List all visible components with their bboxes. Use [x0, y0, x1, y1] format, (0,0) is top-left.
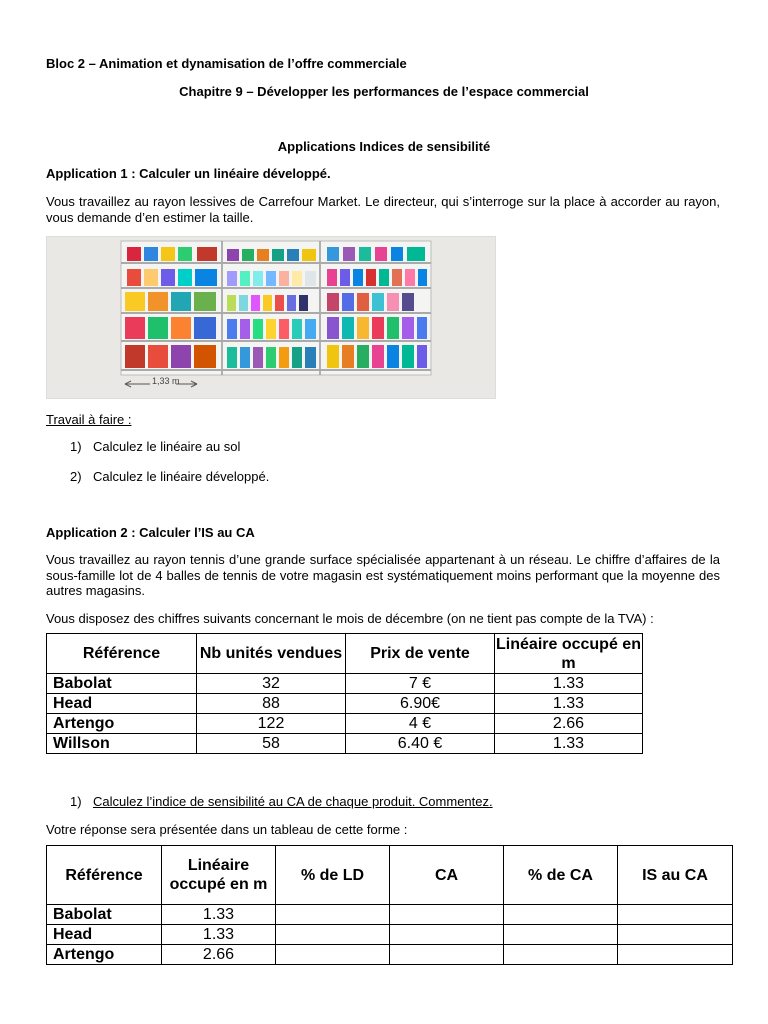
task-text: Calculez le linéaire développé. — [93, 469, 270, 484]
task-number: 1) — [70, 439, 82, 454]
column-header: Prix de vente — [346, 634, 495, 674]
table-cell: 1.33 — [162, 905, 276, 925]
sales-data-table — [46, 633, 643, 754]
table-header-row — [47, 634, 643, 674]
table-cell: 1.33 — [495, 734, 643, 754]
shelf-width-label: 1,33 m — [152, 376, 180, 386]
table-row — [47, 674, 643, 694]
empty-cell — [504, 905, 618, 925]
empty-cell — [504, 945, 618, 965]
column-header: IS au CA — [618, 846, 733, 905]
empty-cell — [618, 945, 733, 965]
app2-title: Application 2 : Calculer l’IS au CA — [46, 525, 255, 540]
table-cell: 122 — [197, 714, 346, 734]
table-row — [47, 905, 733, 925]
table-cell: 2.66 — [495, 714, 643, 734]
table-cell: 1.33 — [162, 925, 276, 945]
column-header: Nb unités vendues — [197, 634, 346, 674]
work-to-do-title: Travail à faire : — [46, 412, 132, 427]
empty-cell — [390, 945, 504, 965]
column-header: % de LD — [276, 846, 390, 905]
task-text: Calculez le linéaire au sol — [93, 439, 241, 454]
column-header: % de CA — [504, 846, 618, 905]
app2-intro: Vous travaillez au rayon tennis d’une grande surface spécialisée appartenant à un réseau. Le chiffre d’affaires de la sous-famille lot de 4 balles de tennis de votre magasin est systématiquement moins performant que la moyenne des autres magasins. — [46, 552, 720, 598]
empty-cell — [618, 905, 733, 925]
table-row — [47, 694, 643, 714]
table-row — [47, 734, 643, 754]
question-item — [70, 794, 493, 809]
empty-cell — [618, 925, 733, 945]
table-cell: Willson — [47, 734, 197, 754]
table-cell: 58 — [197, 734, 346, 754]
table-cell: Babolat — [47, 905, 162, 925]
table-cell: Artengo — [47, 945, 162, 965]
task-item — [70, 469, 269, 484]
chapter-heading: Chapitre 9 – Développer les performances de l’espace commercial — [179, 84, 589, 99]
column-header: Référence — [47, 846, 162, 905]
column-header: CA — [390, 846, 504, 905]
table-cell: Artengo — [47, 714, 197, 734]
bloc-heading: Bloc 2 – Animation et dynamisation de l’offre commerciale — [46, 56, 407, 71]
question-number: 1) — [70, 794, 82, 809]
task-number: 2) — [70, 469, 82, 484]
empty-cell — [276, 925, 390, 945]
table-cell: 7 € — [346, 674, 495, 694]
empty-cell — [276, 905, 390, 925]
table-cell: 6.90€ — [346, 694, 495, 714]
column-header: Linéaire occupé en m — [162, 846, 276, 905]
table-row — [47, 945, 733, 965]
column-header: Linéaire occupé en m — [496, 635, 641, 672]
shelf-illustration — [47, 237, 496, 399]
empty-cell — [390, 905, 504, 925]
table-cell: 6.40 € — [346, 734, 495, 754]
empty-cell — [390, 925, 504, 945]
question-text: Calculez l’indice de sensibilité au CA de chaque produit. Commentez. — [93, 794, 493, 809]
table-cell: 2.66 — [162, 945, 276, 965]
answer-intro: Votre réponse sera présentée dans un tableau de cette forme : — [46, 822, 408, 837]
answer-template-table — [46, 845, 733, 965]
table-cell: 1.33 — [495, 674, 643, 694]
table-cell: 1.33 — [495, 694, 643, 714]
app1-intro: Vous travaillez au rayon lessives de Carrefour Market. Le directeur, qui s’interroge sur la place à accorder au rayon, vous demande d’en estimer la taille. — [46, 194, 720, 225]
table-cell: 88 — [197, 694, 346, 714]
table-row — [47, 925, 733, 945]
column-header: Référence — [47, 634, 197, 674]
table-cell: 4 € — [346, 714, 495, 734]
empty-cell — [504, 925, 618, 945]
section-heading: Applications Indices de sensibilité — [277, 139, 491, 154]
table-cell: Head — [47, 694, 197, 714]
table-cell: Babolat — [47, 674, 197, 694]
table-row — [47, 714, 643, 734]
table-header-row — [47, 846, 733, 905]
data-intro: Vous disposez des chiffres suivants concernant le mois de décembre (on ne tient pas compte de la TVA) : — [46, 611, 654, 626]
app1-title: Application 1 : Calculer un linéaire développé. — [46, 166, 331, 181]
task-item — [70, 439, 240, 454]
table-cell: 32 — [197, 674, 346, 694]
detergent-shelf-image — [46, 236, 496, 399]
empty-cell — [276, 945, 390, 965]
table-cell: Head — [47, 925, 162, 945]
